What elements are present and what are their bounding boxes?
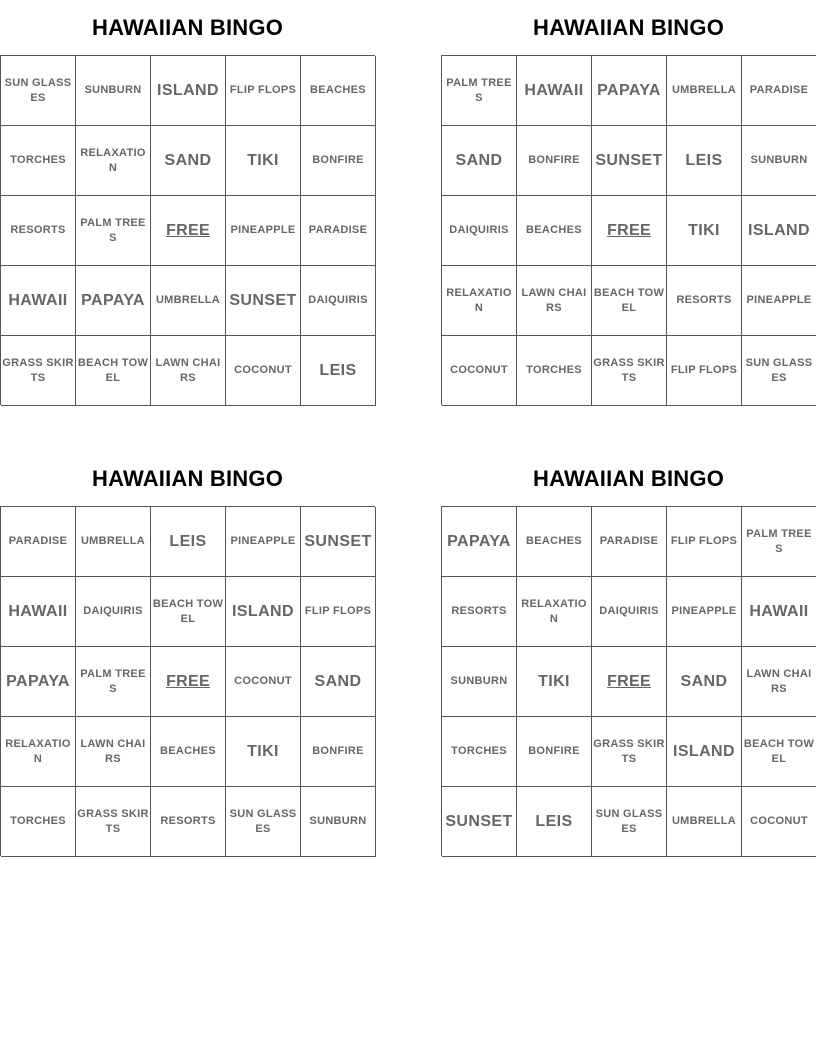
bingo-cell: TIKI [517, 647, 592, 717]
bingo-cell: RESORTS [667, 266, 742, 336]
bingo-cell: FLIP FLOPS [667, 336, 742, 406]
bingo-cell: DAIQUIRIS [592, 577, 667, 647]
bingo-cell: COCONUT [442, 336, 517, 406]
bingo-cell: GRASS SKIRTS [592, 717, 667, 787]
bingo-cell: SUN GLASSES [226, 787, 301, 857]
bingo-cell: TORCHES [1, 787, 76, 857]
bingo-cell: HAWAII [517, 56, 592, 126]
bingo-cell: TORCHES [1, 126, 76, 196]
card-title: HAWAIIAN BINGO [532, 14, 725, 40]
bingo-grid [441, 506, 816, 856]
bingo-cell: GRASS SKIRTS [592, 336, 667, 406]
bingo-cell: SUNSET [592, 126, 667, 196]
bingo-cell: SAND [151, 126, 226, 196]
bingo-cell: UMBRELLA [667, 56, 742, 126]
bingo-cell: PALM TREES [76, 647, 151, 717]
bingo-cell: BONFIRE [517, 717, 592, 787]
bingo-cell: LAWN CHAIRS [151, 336, 226, 406]
free-space: FREE [151, 647, 226, 717]
bingo-cell: RELAXATION [76, 126, 151, 196]
bingo-cell: PINEAPPLE [742, 266, 816, 336]
bingo-grid [0, 506, 375, 856]
bingo-cell: PALM TREES [76, 196, 151, 266]
bingo-cell: FLIP FLOPS [667, 507, 742, 577]
bingo-cell: BEACH TOWEL [151, 577, 226, 647]
bingo-cell: RELAXATION [1, 717, 76, 787]
bingo-cell: HAWAII [1, 577, 76, 647]
bingo-cell: SUNBURN [442, 647, 517, 717]
bingo-cell: RESORTS [442, 577, 517, 647]
bingo-cell: GRASS SKIRTS [76, 787, 151, 857]
bingo-cell: RELAXATION [442, 266, 517, 336]
bingo-cell: TIKI [226, 126, 301, 196]
bingo-grid [0, 55, 375, 405]
bingo-cell: COCONUT [742, 787, 816, 857]
bingo-cell: PAPAYA [76, 266, 151, 336]
bingo-cell: BONFIRE [301, 717, 376, 787]
bingo-cell: TORCHES [517, 336, 592, 406]
bingo-cell: ISLAND [226, 577, 301, 647]
bingo-cell: PALM TREES [442, 56, 517, 126]
bingo-cell: BEACH TOWEL [592, 266, 667, 336]
bingo-cell: PARADISE [592, 507, 667, 577]
bingo-card-4 [441, 451, 816, 856]
bingo-cell: LAWN CHAIRS [742, 647, 816, 717]
bingo-cell: LEIS [151, 507, 226, 577]
bingo-cell: SUNSET [226, 266, 301, 336]
bingo-cell: DAIQUIRIS [301, 266, 376, 336]
bingo-cell: PARADISE [1, 507, 76, 577]
bingo-cell: LEIS [667, 126, 742, 196]
bingo-cell: SUNBURN [301, 787, 376, 857]
bingo-cell: SUNBURN [742, 126, 816, 196]
bingo-cell: PINEAPPLE [226, 196, 301, 266]
bingo-cell: COCONUT [226, 647, 301, 717]
bingo-cell: TIKI [667, 196, 742, 266]
bingo-cell: BEACHES [301, 56, 376, 126]
bingo-cell: LEIS [517, 787, 592, 857]
bingo-cell: RELAXATION [517, 577, 592, 647]
bingo-cell: COCONUT [226, 336, 301, 406]
bingo-cell: TIKI [226, 717, 301, 787]
bingo-cell: RESORTS [151, 787, 226, 857]
bingo-card-3 [0, 451, 375, 856]
bingo-cell: SAND [442, 126, 517, 196]
bingo-cell: PARADISE [742, 56, 816, 126]
bingo-cell: SUN GLASSES [592, 787, 667, 857]
bingo-cell: LAWN CHAIRS [76, 717, 151, 787]
free-space: FREE [592, 647, 667, 717]
bingo-cell: ISLAND [742, 196, 816, 266]
bingo-cell: SUNSET [442, 787, 517, 857]
bingo-cell: DAIQUIRIS [76, 577, 151, 647]
bingo-cell: SUN GLASSES [1, 56, 76, 126]
bingo-cell: LAWN CHAIRS [517, 266, 592, 336]
bingo-cell: BONFIRE [517, 126, 592, 196]
bingo-cell: HAWAII [1, 266, 76, 336]
bingo-cell: PAPAYA [592, 56, 667, 126]
bingo-cell: SUNSET [301, 507, 376, 577]
bingo-card-1 [0, 0, 375, 405]
bingo-cell: PINEAPPLE [667, 577, 742, 647]
bingo-cell: GRASS SKIRTS [1, 336, 76, 406]
bingo-cell: UMBRELLA [76, 507, 151, 577]
bingo-cell: BEACH TOWEL [76, 336, 151, 406]
bingo-cell: SUN GLASSES [742, 336, 816, 406]
bingo-cell: PALM TREES [742, 507, 816, 577]
free-space: FREE [592, 196, 667, 266]
bingo-cell: BEACH TOWEL [742, 717, 816, 787]
bingo-cell: ISLAND [151, 56, 226, 126]
bingo-cell: PAPAYA [442, 507, 517, 577]
bingo-cell: PINEAPPLE [226, 507, 301, 577]
bingo-cell: BEACHES [517, 196, 592, 266]
bingo-cell: SAND [301, 647, 376, 717]
free-space: FREE [151, 196, 226, 266]
card-title: HAWAIIAN BINGO [91, 465, 284, 491]
bingo-cell: HAWAII [742, 577, 816, 647]
bingo-cell: PARADISE [301, 196, 376, 266]
bingo-cell: RESORTS [1, 196, 76, 266]
bingo-cell: UMBRELLA [151, 266, 226, 336]
bingo-cell: TORCHES [442, 717, 517, 787]
bingo-cell: DAIQUIRIS [442, 196, 517, 266]
bingo-cell: LEIS [301, 336, 376, 406]
bingo-cell: BONFIRE [301, 126, 376, 196]
bingo-grid [441, 55, 816, 405]
bingo-cell: PAPAYA [1, 647, 76, 717]
bingo-cell: BEACHES [151, 717, 226, 787]
bingo-cell: SUNBURN [76, 56, 151, 126]
bingo-cell: FLIP FLOPS [226, 56, 301, 126]
bingo-cell: UMBRELLA [667, 787, 742, 857]
bingo-card-2 [441, 0, 816, 405]
bingo-cell: SAND [667, 647, 742, 717]
bingo-cell: ISLAND [667, 717, 742, 787]
card-title: HAWAIIAN BINGO [91, 14, 284, 40]
card-title: HAWAIIAN BINGO [532, 465, 725, 491]
bingo-cell: FLIP FLOPS [301, 577, 376, 647]
bingo-cell: BEACHES [517, 507, 592, 577]
